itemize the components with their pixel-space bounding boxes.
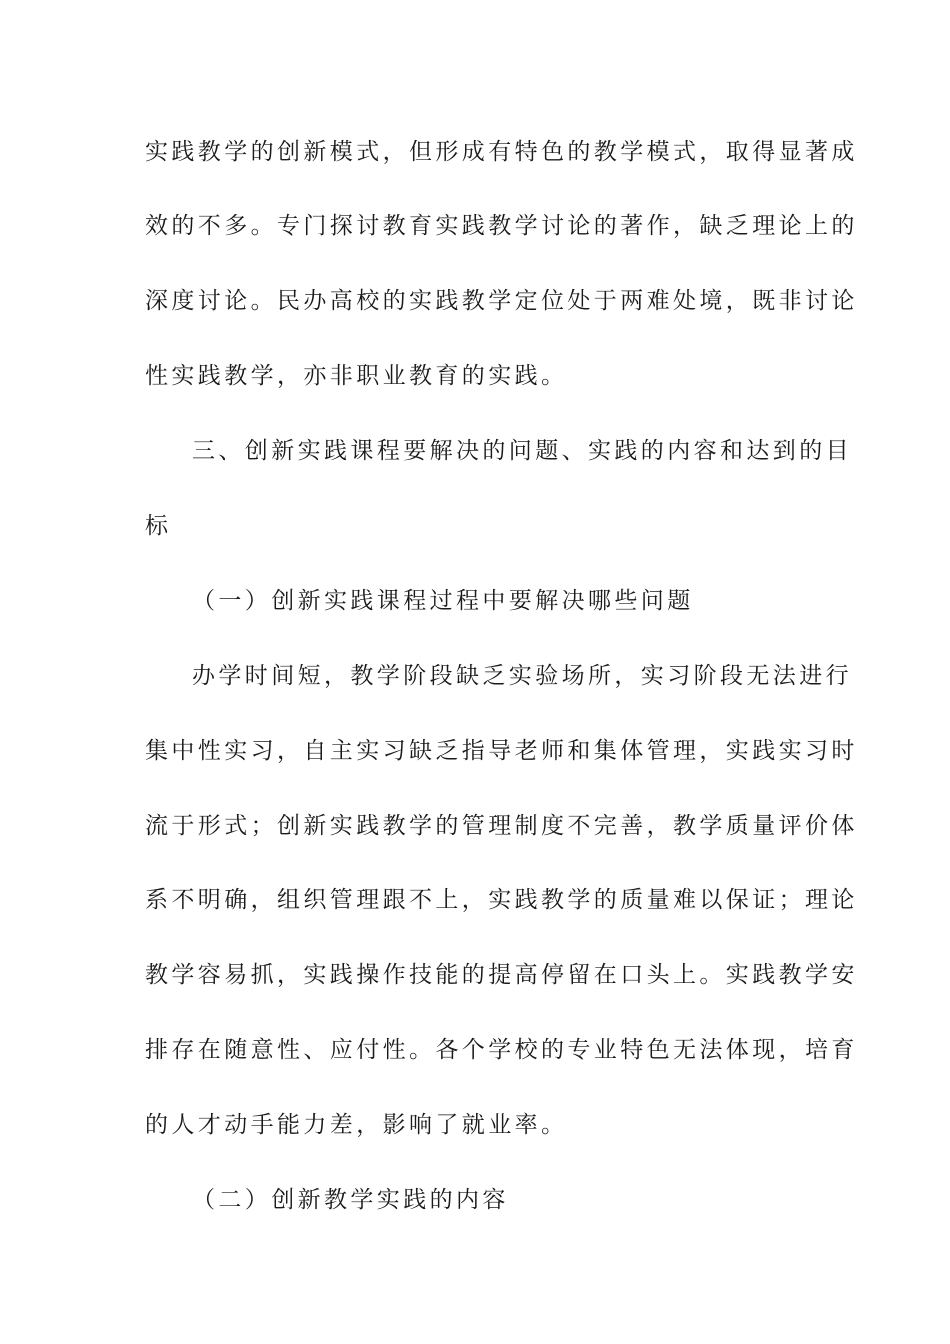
section-heading-line: 三、创新实践课程要解决的问题、实践的内容和达到的目: [192, 438, 852, 464]
paragraph-line: 效的不多。专门探讨教育实践教学讨论的著作，缺乏理论上的: [145, 213, 858, 239]
paragraph-line: 系不明确，组织管理跟不上，实践教学的质量难以保证；理论: [145, 887, 858, 913]
paragraph-line: 深度讨论。民办高校的实践教学定位处于两难处境，既非讨论: [145, 288, 858, 314]
paragraph-line: 的人才动手能力差，影响了就业率。: [145, 1112, 568, 1138]
paragraph-line: 排存在随意性、应付性。各个学校的专业特色无法体现，培育: [145, 1037, 858, 1063]
section-heading-line: 标: [145, 513, 172, 539]
paragraph-line: 教学容易抓，实践操作技能的提高停留在口头上。实践教学安: [145, 962, 858, 988]
paragraph-line: 性实践教学，亦非职业教育的实践。: [145, 363, 568, 389]
subsection-heading: （一）创新实践课程过程中要解决哪些问题: [192, 588, 694, 614]
paragraph-line: 集中性实习，自主实习缺乏指导老师和集体管理，实践实习时: [145, 738, 858, 764]
subsection-heading: （二）创新教学实践的内容: [192, 1187, 509, 1213]
paragraph-line: 实践教学的创新模式，但形成有特色的教学模式，取得显著成: [145, 139, 858, 165]
paragraph-line: 流于形式；创新实践教学的管理制度不完善，教学质量评价体: [145, 813, 858, 839]
paragraph-line: 办学时间短，教学阶段缺乏实验场所，实习阶段无法进行: [192, 663, 852, 689]
